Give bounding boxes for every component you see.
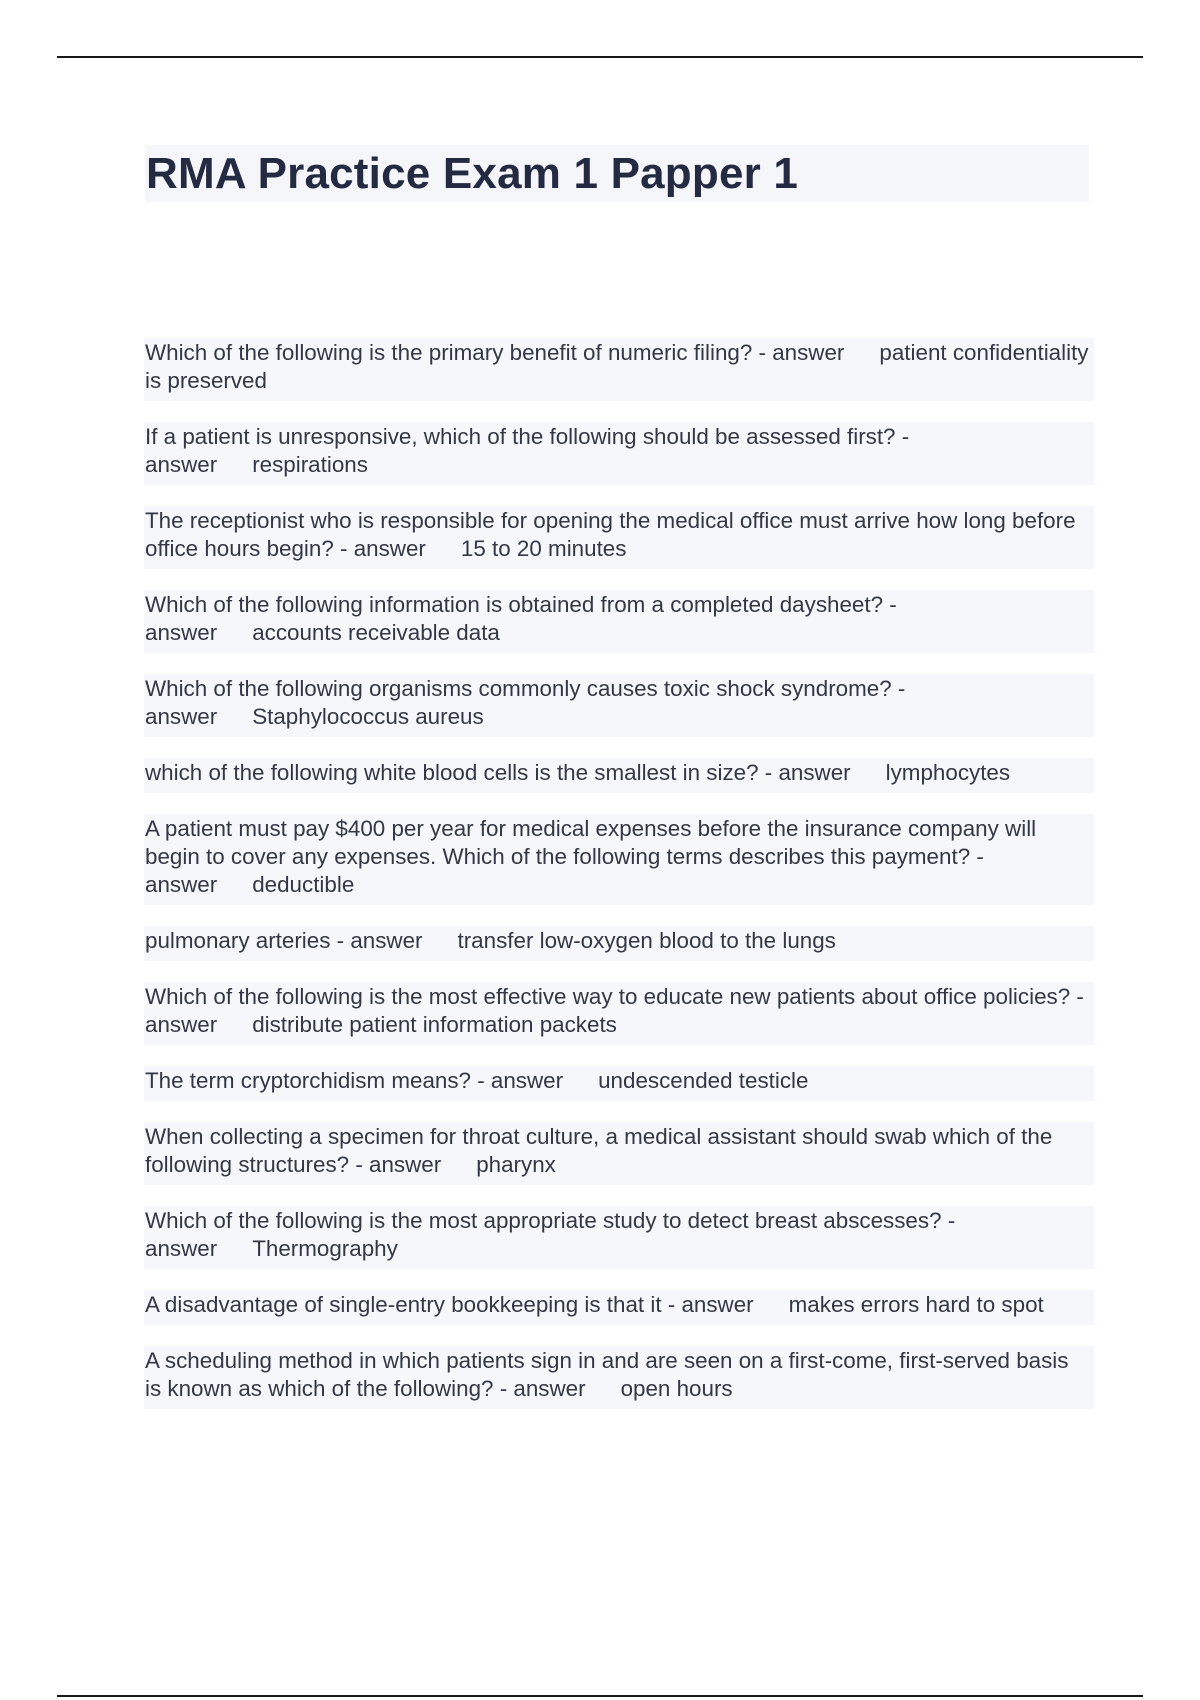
answer-text: undescended testicle bbox=[598, 1068, 809, 1093]
question-text: A patient must pay $400 per year for medical expenses before the insurance company will begin to cover any expenses. Which of the following terms describes this payment? - answer bbox=[145, 816, 1037, 897]
question-text: Which of the following is the primary benefit of numeric filing? - answer bbox=[145, 340, 845, 365]
qa-item bbox=[145, 507, 1090, 563]
answer-text: deductible bbox=[252, 872, 355, 897]
page-title: RMA Practice Exam 1 Papper 1 bbox=[146, 149, 799, 198]
answer-text: pharynx bbox=[476, 1152, 556, 1177]
qa-item bbox=[145, 591, 1090, 647]
answer-text: Staphylococcus aureus bbox=[252, 704, 484, 729]
question-text: Which of the following is the most effective way to educate new patients about office policies? - answer bbox=[145, 984, 1084, 1037]
answer-text: lymphocytes bbox=[885, 760, 1011, 785]
qa-item bbox=[145, 675, 1090, 731]
answer-text: patient confidentiality is preserved bbox=[145, 340, 1089, 393]
qa-item bbox=[145, 423, 1090, 479]
qa-item bbox=[145, 983, 1090, 1039]
top-rule bbox=[57, 56, 1143, 58]
question-text: If a patient is unresponsive, which of the following should be assessed first? - answer bbox=[145, 424, 910, 477]
answer-text: open hours bbox=[620, 1376, 733, 1401]
qa-item bbox=[145, 1067, 1090, 1095]
qa-item bbox=[145, 927, 1090, 955]
qa-item bbox=[145, 759, 1090, 787]
answer-text: 15 to 20 minutes bbox=[460, 536, 627, 561]
question-text: The receptionist who is responsible for opening the medical office must arrive how long before office hours begin? - answer bbox=[145, 508, 1076, 561]
qa-item bbox=[145, 1291, 1090, 1319]
answer-text: respirations bbox=[252, 452, 368, 477]
qa-item bbox=[145, 815, 1090, 899]
question-text: A disadvantage of single-entry bookkeeping is that it - answer bbox=[145, 1292, 754, 1317]
qa-item bbox=[145, 339, 1090, 395]
answer-text: Thermography bbox=[252, 1236, 398, 1261]
answer-text: accounts receivable data bbox=[252, 620, 500, 645]
question-text: Which of the following organisms commonly causes toxic shock syndrome? - answer bbox=[145, 676, 906, 729]
qa-item bbox=[145, 1123, 1090, 1179]
question-text: which of the following white blood cells is the smallest in size? - answer bbox=[145, 760, 851, 785]
question-text: When collecting a specimen for throat culture, a medical assistant should swab which of the following structures? - answer bbox=[145, 1124, 1053, 1177]
question-text: Which of the following is the most appropriate study to detect breast abscesses? - answer bbox=[145, 1208, 956, 1261]
question-text: Which of the following information is obtained from a completed daysheet? - answer bbox=[145, 592, 897, 645]
bottom-rule bbox=[57, 1695, 1143, 1697]
qa-item bbox=[145, 1347, 1090, 1403]
answer-text: makes errors hard to spot bbox=[788, 1292, 1044, 1317]
qa-item bbox=[145, 1207, 1090, 1263]
question-list bbox=[145, 339, 1090, 1431]
answer-text: distribute patient information packets bbox=[252, 1012, 617, 1037]
question-text: pulmonary arteries - answer bbox=[145, 928, 423, 953]
answer-text: transfer low-oxygen blood to the lungs bbox=[457, 928, 836, 953]
question-text: The term cryptorchidism means? - answer bbox=[145, 1068, 564, 1093]
question-text: A scheduling method in which patients sign in and are seen on a first-come, first-served basis is known as which of the following? - answer bbox=[145, 1348, 1069, 1401]
